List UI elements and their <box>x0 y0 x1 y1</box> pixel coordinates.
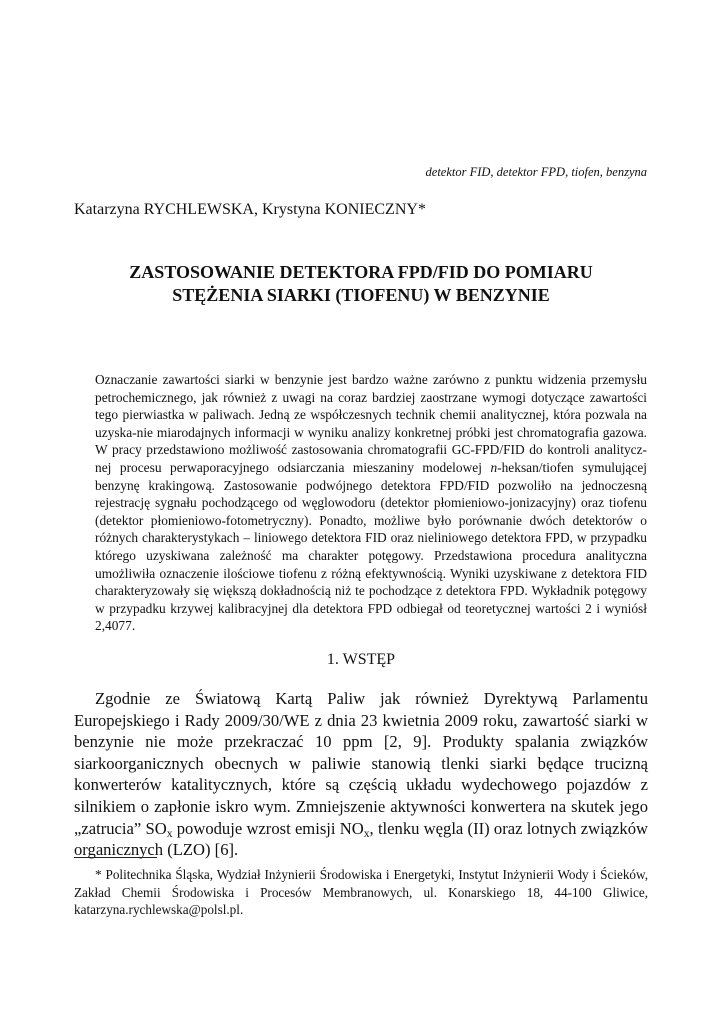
body-paragraph <box>74 688 648 861</box>
body-text-1: Zgodnie ze Światową Kartą Paliw jak również Dyrektywą Parlamentu Europejskiego i Rady 2009/30/WE z dnia 23 kwietnia 2009 roku, zawartość siarki w benzynie nie może przekraczać 10 ppm [2, 9]. Produkty spalania związków siarkoorganicznych obecnych w paliwie stanowią tlenki siarki będące trucizną konwerterów katalitycznych, które są częścią układu wydechowego pojazdów z silnikiem o zapłonie iskro wym. Zmniejszenie aktywności konwertera na skutek jego „zatrucia” SO <box>74 689 648 838</box>
footnote-rule <box>74 857 157 858</box>
authors: Katarzyna RYCHLEWSKA, Krystyna KONIECZNY* <box>74 201 426 218</box>
abstract-italic: n <box>490 459 498 475</box>
subscript-x-2: x <box>363 826 370 840</box>
section-heading: 1. WSTĘP <box>326 651 396 668</box>
body-text-3: , tlenku węgla (II) oraz lotnych związków organicznych (LZO) [6]. <box>74 818 648 860</box>
abstract-text-1: Oznaczanie zawartości siarki w benzynie jest bardzo ważne zarówno z punktu widzenia przemysłu petrochemicznego, jak również z uwagi na coraz bardziej zaostrzane wymogi dotyczące zawartości tego pierwiastka w paliwach. Jedną ze współczesnych technik chemii analitycznej, która pozwala na uzyska-nie miarodajnych informacji w wyniku analizy konkretnej próbki jest chromatografia gazowa. W pracy przedstawiono możliwość zastosowania chromatografii GC-FPD/FID do kontroli analitycz-nej procesu perwaporacyjnego odsiarczania mieszaniny modelowej <box>95 372 647 475</box>
abstract <box>95 371 647 635</box>
paper-title <box>74 261 648 307</box>
keywords: detektor FID, detektor FPD, tiofen, benzyna <box>425 165 647 179</box>
abstract-text-2: -heksan/tiofen symulującej benzynę krakingową. Zastosowanie podwójnego detektora FPD/FID pozwoliło na jednoczesną rejestrację sygnału pochodzącego od węglowodoru (detektor płomieniowo-jonizacyjny) oraz tiofenu (detektor płomieniowo-fotometryczny). Ponadto, możliwe było porównanie dwóch detektorów o różnych charakterystykach – liniowego detektora FID oraz nieliniowego detektora FPD, w przypadku którego uzyskiwana zależność ma charakter potęgowy. Przedstawiona procedura analityczna umożliwiła oznaczenie ilościowe tiofenu z różną efektywnością. Wyniki uzyskiwane z detektora FID charakteryzowały się większą dokładnością niż te pochodzące z detektora FPD. Wykładnik potęgowy w przypadku krzywej kalibracyjnej dla detektora FPD odbiegał od teoretycznej wartości 2 i wyniósł 2,4077. <box>95 459 647 634</box>
title-line-2: STĘŻENIA SIARKI (TIOFENU) W BENZYNIE <box>172 285 550 305</box>
subscript-x-1: x <box>166 826 173 840</box>
title-line-1: ZASTOSOWANIE DETEKTORA FPD/FID DO POMIARU <box>129 262 593 282</box>
body-text-2: powoduje wzrost emisji NO <box>172 818 364 838</box>
footnote: * Politechnika Śląska, Wydział Inżynierii Środowiska i Energetyki, Instytut Inżynierii Wody i Ścieków, Zakład Chemii Środowiska i Procesów Membranowych, ul. Konarskiego 18, 44-100 Gliwice, katarzyna.rychlewska@polsl.pl. <box>74 867 648 918</box>
